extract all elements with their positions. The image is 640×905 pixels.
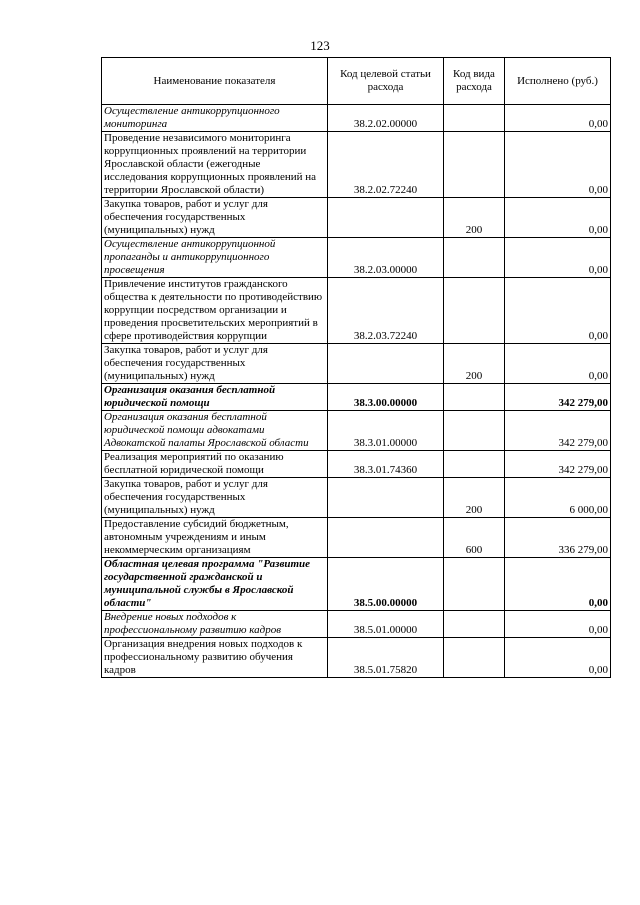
table-row (102, 384, 611, 411)
row-indicator-name: Осуществление антикоррупционного мониторинга (102, 105, 328, 132)
page-number: 123 (310, 38, 330, 53)
row-target-code (328, 198, 444, 238)
row-expense-type (444, 132, 505, 198)
table-row (102, 638, 611, 678)
row-expense-type (444, 105, 505, 132)
header-target-code: Код целевой статьи расхода (328, 58, 444, 105)
table-row (102, 105, 611, 132)
row-expense-type (444, 384, 505, 411)
row-executed-amount: 342 279,00 (505, 384, 611, 411)
table-row (102, 518, 611, 558)
table-row (102, 411, 611, 451)
row-indicator-name: Внедрение новых подходов к профессиональному развитию кадров (102, 611, 328, 638)
row-expense-type: 600 (444, 518, 505, 558)
row-indicator-name: Проведение независимого мониторинга коррупционных проявлений на территории Ярославской области (ежегодные исследования коррупционных проявлений на территории Ярославской области) (102, 132, 328, 198)
row-target-code: 38.2.03.72240 (328, 278, 444, 344)
row-indicator-name: Организация оказания бесплатной юридической помощи (102, 384, 328, 411)
row-indicator-name: Привлечение институтов гражданского общества к деятельности по противодействию коррупции посредством организации и проведения просветительских мероприятий в сфере противодействия коррупции (102, 278, 328, 344)
table-row (102, 558, 611, 611)
row-executed-amount: 0,00 (505, 278, 611, 344)
row-executed-amount: 0,00 (505, 238, 611, 278)
row-indicator-name: Закупка товаров, работ и услуг для обеспечения государственных (муниципальных) нужд (102, 478, 328, 518)
table-row (102, 132, 611, 198)
row-indicator-name: Предоставление субсидий бюджетным, автономным учреждениям и иным некоммерческим организациям (102, 518, 328, 558)
table-row (102, 478, 611, 518)
row-indicator-name: Закупка товаров, работ и услуг для обеспечения государственных (муниципальных) нужд (102, 344, 328, 384)
row-executed-amount: 336 279,00 (505, 518, 611, 558)
header-indicator-name: Наименование показателя (102, 58, 328, 105)
row-indicator-name: Реализация мероприятий по оказанию бесплатной юридической помощи (102, 451, 328, 478)
row-expense-type: 200 (444, 344, 505, 384)
row-executed-amount: 0,00 (505, 344, 611, 384)
table-row (102, 238, 611, 278)
row-target-code: 38.3.01.00000 (328, 411, 444, 451)
row-executed-amount: 0,00 (505, 638, 611, 678)
row-expense-type: 200 (444, 478, 505, 518)
row-target-code (328, 518, 444, 558)
row-expense-type (444, 238, 505, 278)
row-target-code (328, 344, 444, 384)
table-body (102, 105, 611, 678)
row-target-code: 38.3.01.74360 (328, 451, 444, 478)
row-executed-amount: 0,00 (505, 198, 611, 238)
row-executed-amount: 0,00 (505, 105, 611, 132)
budget-execution-table (101, 57, 611, 678)
row-expense-type (444, 558, 505, 611)
header-executed-amount: Исполнено (руб.) (505, 58, 611, 105)
row-executed-amount: 342 279,00 (505, 411, 611, 451)
row-target-code: 38.3.00.00000 (328, 384, 444, 411)
row-executed-amount: 6 000,00 (505, 478, 611, 518)
row-target-code: 38.2.02.72240 (328, 132, 444, 198)
row-expense-type: 200 (444, 198, 505, 238)
row-executed-amount: 0,00 (505, 132, 611, 198)
row-executed-amount: 342 279,00 (505, 451, 611, 478)
row-indicator-name: Областная целевая программа "Развитие государственной гражданской и муниципальной службы в Ярославской области" (102, 558, 328, 611)
row-target-code: 38.2.02.00000 (328, 105, 444, 132)
row-target-code: 38.5.01.75820 (328, 638, 444, 678)
row-indicator-name: Закупка товаров, работ и услуг для обеспечения государственных (муниципальных) нужд (102, 198, 328, 238)
row-target-code: 38.5.00.00000 (328, 558, 444, 611)
row-expense-type (444, 611, 505, 638)
table-header-row (102, 58, 611, 105)
row-expense-type (444, 278, 505, 344)
row-indicator-name: Организация оказания бесплатной юридической помощи адвокатами Адвокатской палаты Ярославской области (102, 411, 328, 451)
row-executed-amount: 0,00 (505, 558, 611, 611)
row-expense-type (444, 451, 505, 478)
row-expense-type (444, 638, 505, 678)
header-expense-type: Код вида расхода (444, 58, 505, 105)
row-target-code: 38.2.03.00000 (328, 238, 444, 278)
row-executed-amount: 0,00 (505, 611, 611, 638)
table-row (102, 344, 611, 384)
table-row (102, 451, 611, 478)
row-indicator-name: Организация внедрения новых подходов к профессиональному развитию обучения кадров (102, 638, 328, 678)
row-target-code (328, 478, 444, 518)
row-indicator-name: Осуществление антикоррупционной пропаганды и антикоррупционного просвещения (102, 238, 328, 278)
table-row (102, 611, 611, 638)
row-expense-type (444, 411, 505, 451)
table-row (102, 198, 611, 238)
row-target-code: 38.5.01.00000 (328, 611, 444, 638)
table-row (102, 278, 611, 344)
